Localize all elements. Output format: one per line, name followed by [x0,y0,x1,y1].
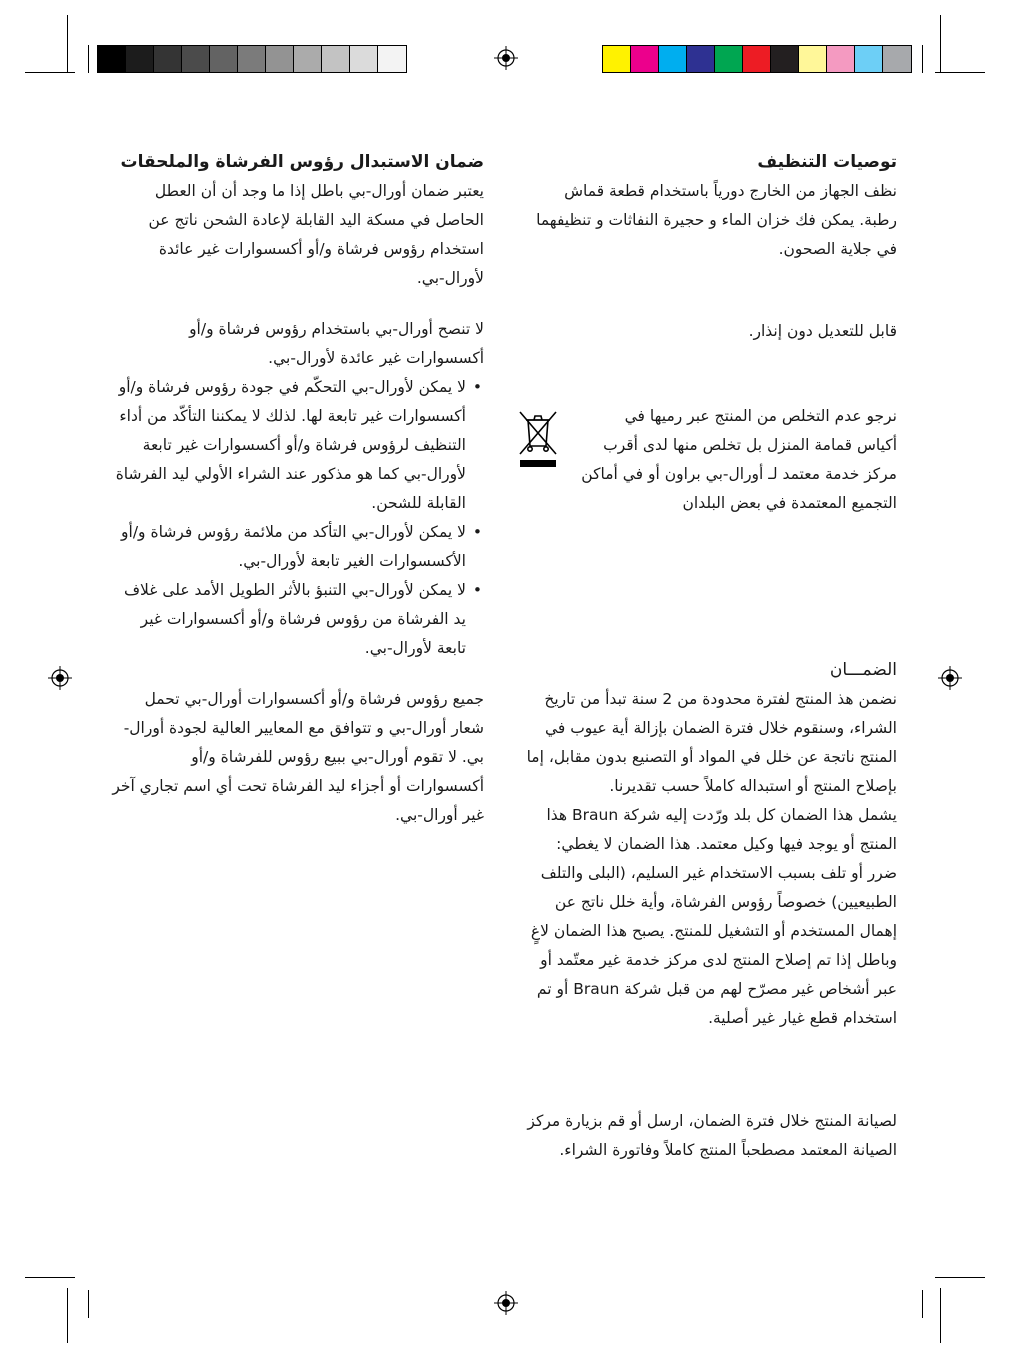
service-text: لصيانة المنتج خلال فترة الضمان، ارسل أو قم بزيارة مركز الصيانة المعتمد مصطحباً المنتج كاملاً وفاتورة الشراء. [527,1112,897,1159]
replacement-paragraph-1: يعتبر ضمان أورال-بي باطل إذا ما وجد أن أن العطل الحاصل في مسكة اليد القابلة لإعادة الشحن ناتج عن استخدام رؤوس فرشاة و/أو أكسسوارات غير عائدة لأورال-بي. [148,182,484,287]
color-swatch [322,46,350,72]
crossed-out-bin-icon [516,408,560,472]
crop-mark [940,15,941,73]
registration-mark-icon [494,46,518,70]
color-swatch [827,46,855,72]
color-swatch [743,46,771,72]
color-swatch [182,46,210,72]
color-swatch [659,46,687,72]
color-swatch [631,46,659,72]
warranty-title: الضمـــان [829,660,897,680]
crop-mark [88,45,89,73]
cleaning-text: نظف الجهاز من الخارج دورياً باستخدام قطعة قماش رطبة. يمكن فك خزان الماء و حجيرة النفاثات و تنظيفهما في جلاية الصحون. [536,182,897,258]
left-column [110,148,484,830]
notice-text: قابل للتعديل دون إنذار. [748,322,897,340]
crop-mark [940,1288,941,1343]
color-swatch [126,46,154,72]
color-swatch [603,46,631,72]
crop-mark [25,1277,75,1278]
color-swatch [154,46,182,72]
color-swatch [855,46,883,72]
replacement-paragraph-3: جميع رؤوس فرشاة و/أو أكسسوارات أورال-بي تحمل شعار أورال-بي و تتوافق مع المعايير العالية لجودة أورال-بي. لا تقوم أورال-بي ببيع رؤوس للفرشاة و/أو أكسسوارات أو أجزاء ليد الفرشاة تحت أي اسم تجاري آخر غير أورال-بي. [112,690,484,824]
list-item: • لا يمكن لأورال-بي التنبؤ بالأثر الطويل الأمد على غلاف يد الفرشاة من رؤوس فرشاة و/أو أكسسوارات غير تابعة لأورال-بي. [110,576,484,663]
replacement-warranty-title: ضمان الاستبدال رؤوس الفرشاة والملحقات [120,152,484,172]
registration-mark-icon [48,666,72,690]
color-swatch [98,46,126,72]
color-swatch [350,46,378,72]
color-calibration-bar [602,45,912,73]
crop-mark [25,72,75,73]
grayscale-calibration-bar [97,45,407,73]
color-swatch [771,46,799,72]
crop-mark [67,15,68,73]
crop-mark [922,1290,923,1318]
warranty-paragraph-1: نضمن هذ المنتج لفترة محدودة من 2 سنة تبدأ من تاريخ الشراء، وسنقوم خلال فترة الضمان بإزالة أية عيوب في المنتج ناتجة عن خلل في المواد أو التصنيع بدون مقابل، إما بإصلاح المنتج أو استبداله كاملاً حسب تقديرنا. [526,690,897,795]
crop-mark [922,45,923,73]
replacement-bullet-list [110,373,484,663]
color-swatch [238,46,266,72]
registration-mark-icon [494,1291,518,1315]
disposal-text: نرجو عدم التخلص من المنتج عبر رميها في أكياس قمامة المنزل بل تخلص منها لدى أقرب مركز خدمة معتمد لـ أورال-بي براون أو في أماكن التجميع المعتمدة في بعض البلدان [581,407,897,512]
warranty-block [525,656,897,1033]
service-block [525,1107,897,1165]
replacement-paragraph-2: لا تنصح أورال-بي باستخدام رؤوس فرشاة و/أو أكسسوارات غير عائدة لأورال-بي. [189,320,484,367]
crop-mark [88,1290,89,1318]
color-swatch [294,46,322,72]
crop-mark [935,1277,985,1278]
cleaning-title: توصيات التنظيف [757,152,897,172]
color-swatch [715,46,743,72]
notice-block [525,317,897,346]
color-swatch [687,46,715,72]
list-item: • لا يمكن لأورال-بي التحكّم في جودة رؤوس فرشاة و/أو أكسسوارات غير تابعة لها. لذلك لا يمكننا التأكّد من أداء التنظيف لرؤوس فرشاة و/أو أكسسوارات غير تابعة لأورال-بي كما هو مذكور عند الشراء الأولي ليد الفرشاة القابلة للشحن. [110,373,484,518]
color-swatch [210,46,238,72]
list-item: • لا يمكن لأورال-بي التأكد من ملائمة رؤوس فرشاة و/أو الأكسسوارات الغير تابعة لأورال-بي. [110,518,484,576]
color-swatch [266,46,294,72]
disposal-block [580,402,897,518]
right-column [525,148,897,264]
warranty-paragraph-2: يشمل هذا الضمان كل بلد ورّدت إليه شركة Braun هذا المنتج أو يوجد فيها وكيل معتمد. هذا الضمان لا يغطي: ضرر أو تلف بسبب الاستخدام غير السليم، (البلى والتلف الطبيعيين) خصوصاً رؤوس الفرشاة، وأية خلل ناتج عن إهمال المستخدم أو التشغيل للمنتج. يصبح هذا الضمان لاغٍ وباطل إذا تم إصلاح المنتج لدى مركز خدمة غير معتّمد أو عبر أشخاص غير مصرّح لهم من قبل شركة Braun أو تم استخدام قطع غيار غير أصلية. [530,806,897,1027]
crop-mark [935,72,985,73]
registration-mark-icon [938,666,962,690]
color-swatch [378,46,406,72]
crop-mark [67,1288,68,1343]
color-swatch [799,46,827,72]
color-swatch [883,46,911,72]
